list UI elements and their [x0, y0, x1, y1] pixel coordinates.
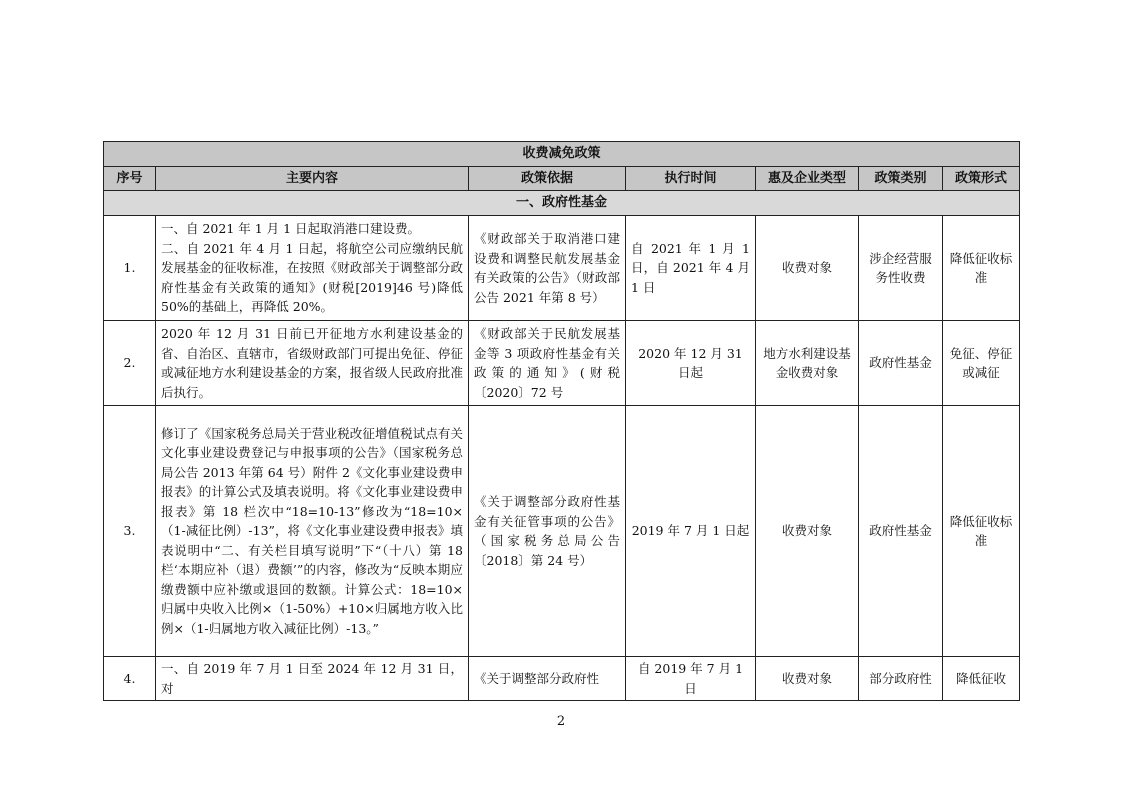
- row-time: 2019 年 7 月 1 日起: [626, 406, 756, 657]
- table-row: [104, 216, 1020, 321]
- row-basis: 《财政部关于取消港口建设费和调整民航发展基金有关政策的公告》（财政部公告 2021 年第 8 号）: [469, 216, 626, 321]
- row-number: 4.: [104, 657, 156, 701]
- header-time: 执行时间: [626, 166, 756, 191]
- row-beneficiary: 收费对象: [756, 657, 859, 701]
- row-category: 部分政府性: [859, 657, 943, 701]
- fee-reduction-policy-table: [103, 141, 1020, 701]
- row-content: 一、自 2021 年 1 月 1 日起取消港口建设费。 二、自 2021 年 4 月 1 日起，将航空公司应缴纳民航发展基金的征收标准，在按照《财政部关于调整部分政府性基金有关政策的通知》(财税[2019]46 号)降低 50%的基础上，再降低 20%。: [156, 216, 469, 321]
- row-number: 2.: [104, 321, 156, 406]
- row-beneficiary: 收费对象: [756, 406, 859, 657]
- row-number: 1.: [104, 216, 156, 321]
- header-beneficiary: 惠及企业类型: [756, 166, 859, 191]
- row-form: 免征、停征或减征: [943, 321, 1020, 406]
- row-beneficiary: 地方水利建设基金收费对象: [756, 321, 859, 406]
- row-basis: 《财政部关于民航发展基金等 3 项政府性基金有关政策的通知》(财税〔2020〕72 号: [469, 321, 626, 406]
- section-heading: 一、政府性基金: [104, 191, 1020, 216]
- row-time: 2020 年 12 月 31 日起: [626, 321, 756, 406]
- table-title: 收费减免政策: [104, 142, 1020, 167]
- row-time: 自 2019 年 7 月 1 日: [626, 657, 756, 701]
- row-number: 3.: [104, 406, 156, 657]
- row-form: 降低征收标准: [943, 216, 1020, 321]
- row-time: 自 2021 年 1 月 1 日，自 2021 年 4 月 1 日: [626, 216, 756, 321]
- header-form: 政策形式: [943, 166, 1020, 191]
- page-number: 2: [556, 714, 566, 729]
- row-beneficiary: 收费对象: [756, 216, 859, 321]
- row-category: 涉企经营服务性收费: [859, 216, 943, 321]
- row-category: 政府性基金: [859, 406, 943, 657]
- header-no: 序号: [104, 166, 156, 191]
- row-form: 降低征收标准: [943, 406, 1020, 657]
- header-category: 政策类别: [859, 166, 943, 191]
- header-basis: 政策依据: [469, 166, 626, 191]
- table-row: [104, 657, 1020, 701]
- row-form: 降低征收: [943, 657, 1020, 701]
- table-row: [104, 406, 1020, 657]
- row-content: 2020 年 12 月 31 日前已开征地方水利建设基金的省、自治区、直辖市，省级财政部门可提出免征、停征或减征地方水利建设基金的方案，报省级人民政府批准后执行。: [156, 321, 469, 406]
- row-content: 修订了《国家税务总局关于营业税改征增值税试点有关文化事业建设费登记与申报事项的公告》（国家税务总局公告 2013 年第 64 号）附件 2《文化事业建设费申报表》的计算公式及填表说明。将《文化事业建设费申报表》第 18 栏次中“18=10-13”修改为“18=10×（1-减征比例）-13”，将《文化事业建设费申报表》填表说明中“二、有关栏目填写说明”下“（十八）第 18 栏‘本期应补（退）费额’”的内容，修改为“反映本期应缴费额中应补缴或退回的数额。计算公式：18=10×归属中央收入比例×（1-50%）+10×归属地方收入比例×（1-归属地方收入减征比例）-13。”: [156, 406, 469, 657]
- row-basis: 《关于调整部分政府性: [469, 657, 626, 701]
- table-row: [104, 321, 1020, 406]
- row-category: 政府性基金: [859, 321, 943, 406]
- row-content: 一、自 2019 年 7 月 1 日至 2024 年 12 月 31 日，对: [156, 657, 469, 701]
- header-content: 主要内容: [156, 166, 469, 191]
- row-basis: 《关于调整部分政府性基金有关征管事项的公告》（国家税务总局公告〔2018〕第 24 号）: [469, 406, 626, 657]
